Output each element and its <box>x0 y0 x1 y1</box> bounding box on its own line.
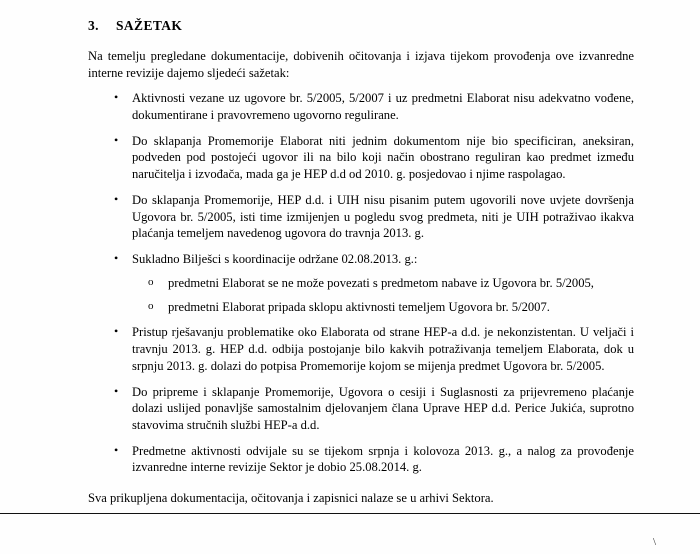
bullet-marker-icon: • <box>114 90 119 105</box>
sub-list-item <box>132 299 634 316</box>
page-divider <box>0 513 700 514</box>
summary-bullet-list <box>88 90 634 476</box>
section-heading <box>88 18 634 34</box>
list-item <box>88 90 634 123</box>
list-item-text: Predmetne aktivnosti odvijale su se tijekom srpnja i kolovoza 2013. g., a nalog za provođenje izvanredne interne revizije Sektor je dobio 25.08.2014. g. <box>132 443 634 475</box>
list-item-text: Do sklapanja Promemorije, HEP d.d. i UIH nisu pisanim putem ugovorili nove uvjete dovršenja Ugovora br. 5/2005, isti time izmijenjen u pogledu svog predmeta, niti je UIH potraživao ikakva plaćanja temeljem navedenog ugovora do travnja 2013. g. <box>132 192 634 241</box>
bullet-marker-icon: • <box>114 132 119 147</box>
sub-list-item <box>132 275 634 292</box>
list-item-text: Aktivnosti vezane uz ugovore br. 5/2005, 5/2007 i uz predmetni Elaborat nisu adekvatno vođene, dokumentirane i pravovremeno ugovorno regulirane. <box>132 91 634 122</box>
document-body <box>88 18 634 507</box>
intro-paragraph: Na temelju pregledane dokumentacije, dobivenih očitovanja i izjava tijekom provođenja ove izvanredne interne revizije dajemo sljedeći sažetak: <box>88 49 634 80</box>
bullet-marker-icon: • <box>114 383 119 398</box>
list-item <box>88 192 634 242</box>
sub-bullet-marker-icon: o <box>148 275 154 288</box>
sub-list-item-text: predmetni Elaborat pripada sklopu aktivnosti temeljem Ugovora br. 5/2007. <box>168 299 550 314</box>
list-item <box>88 443 634 476</box>
section-number: 3. <box>88 18 99 33</box>
list-item-text: Do pripreme i sklapanje Promemorije, Ugovora o cesiji i Suglasnosti za prijevremeno plaćanje dolazi uslijed ponavljše samostalnim djelovanjem člana Uprave HEP d.d. Perice Jukića, suprotno stavovima stručnih službi HEP-a d.d. <box>132 384 634 432</box>
list-item <box>88 251 634 315</box>
closing-paragraph: Sva prikupljena dokumentacija, očitovanja i zapisnici nalaze se u arhivi Sektora. <box>88 491 494 506</box>
bullet-marker-icon: • <box>114 191 119 206</box>
list-item-text: Do sklapanja Promemorije Elaborat niti jednim dokumentom nije bio specificiran, aneksiran, podveden pod postojeći ugovor ili na bilo koji način obostrano reguliran kao predmet između naručitelja i izvođača, mada ga je HEP d.d od 2010. g. posjedovao i njime raspolagao. <box>132 133 634 182</box>
bullet-marker-icon: • <box>114 442 119 457</box>
footer-mark: \ <box>652 536 656 548</box>
list-item-text: Sukladno Bilješci s koordinacije održane 02.08.2013. g.: <box>132 252 418 267</box>
list-item <box>88 384 634 434</box>
bullet-marker-icon: • <box>114 251 119 266</box>
list-item <box>88 133 634 183</box>
bullet-marker-icon: • <box>114 324 119 339</box>
sub-bullet-marker-icon: o <box>148 299 154 312</box>
section-title: SAŽETAK <box>116 18 183 33</box>
sub-bullet-list <box>132 275 634 315</box>
sub-list-item-text: predmetni Elaborat se ne može povezati s predmetom nabave iz Ugovora br. 5/2005, <box>168 275 594 290</box>
list-item <box>88 324 634 374</box>
list-item-text: Pristup rješavanju problematike oko Elaborata od strane HEP-a d.d. je nekonzistentan. U veljači i travnju 2013. g. HEP d.d. odbija postojanje bilo kakvih potraživanja temeljem Elaborata, dok u srpnju 2013. g. dolazi do potpisa Promemorije kojom se mijenja predmet Ugovora br. 5/2005. <box>132 325 634 373</box>
